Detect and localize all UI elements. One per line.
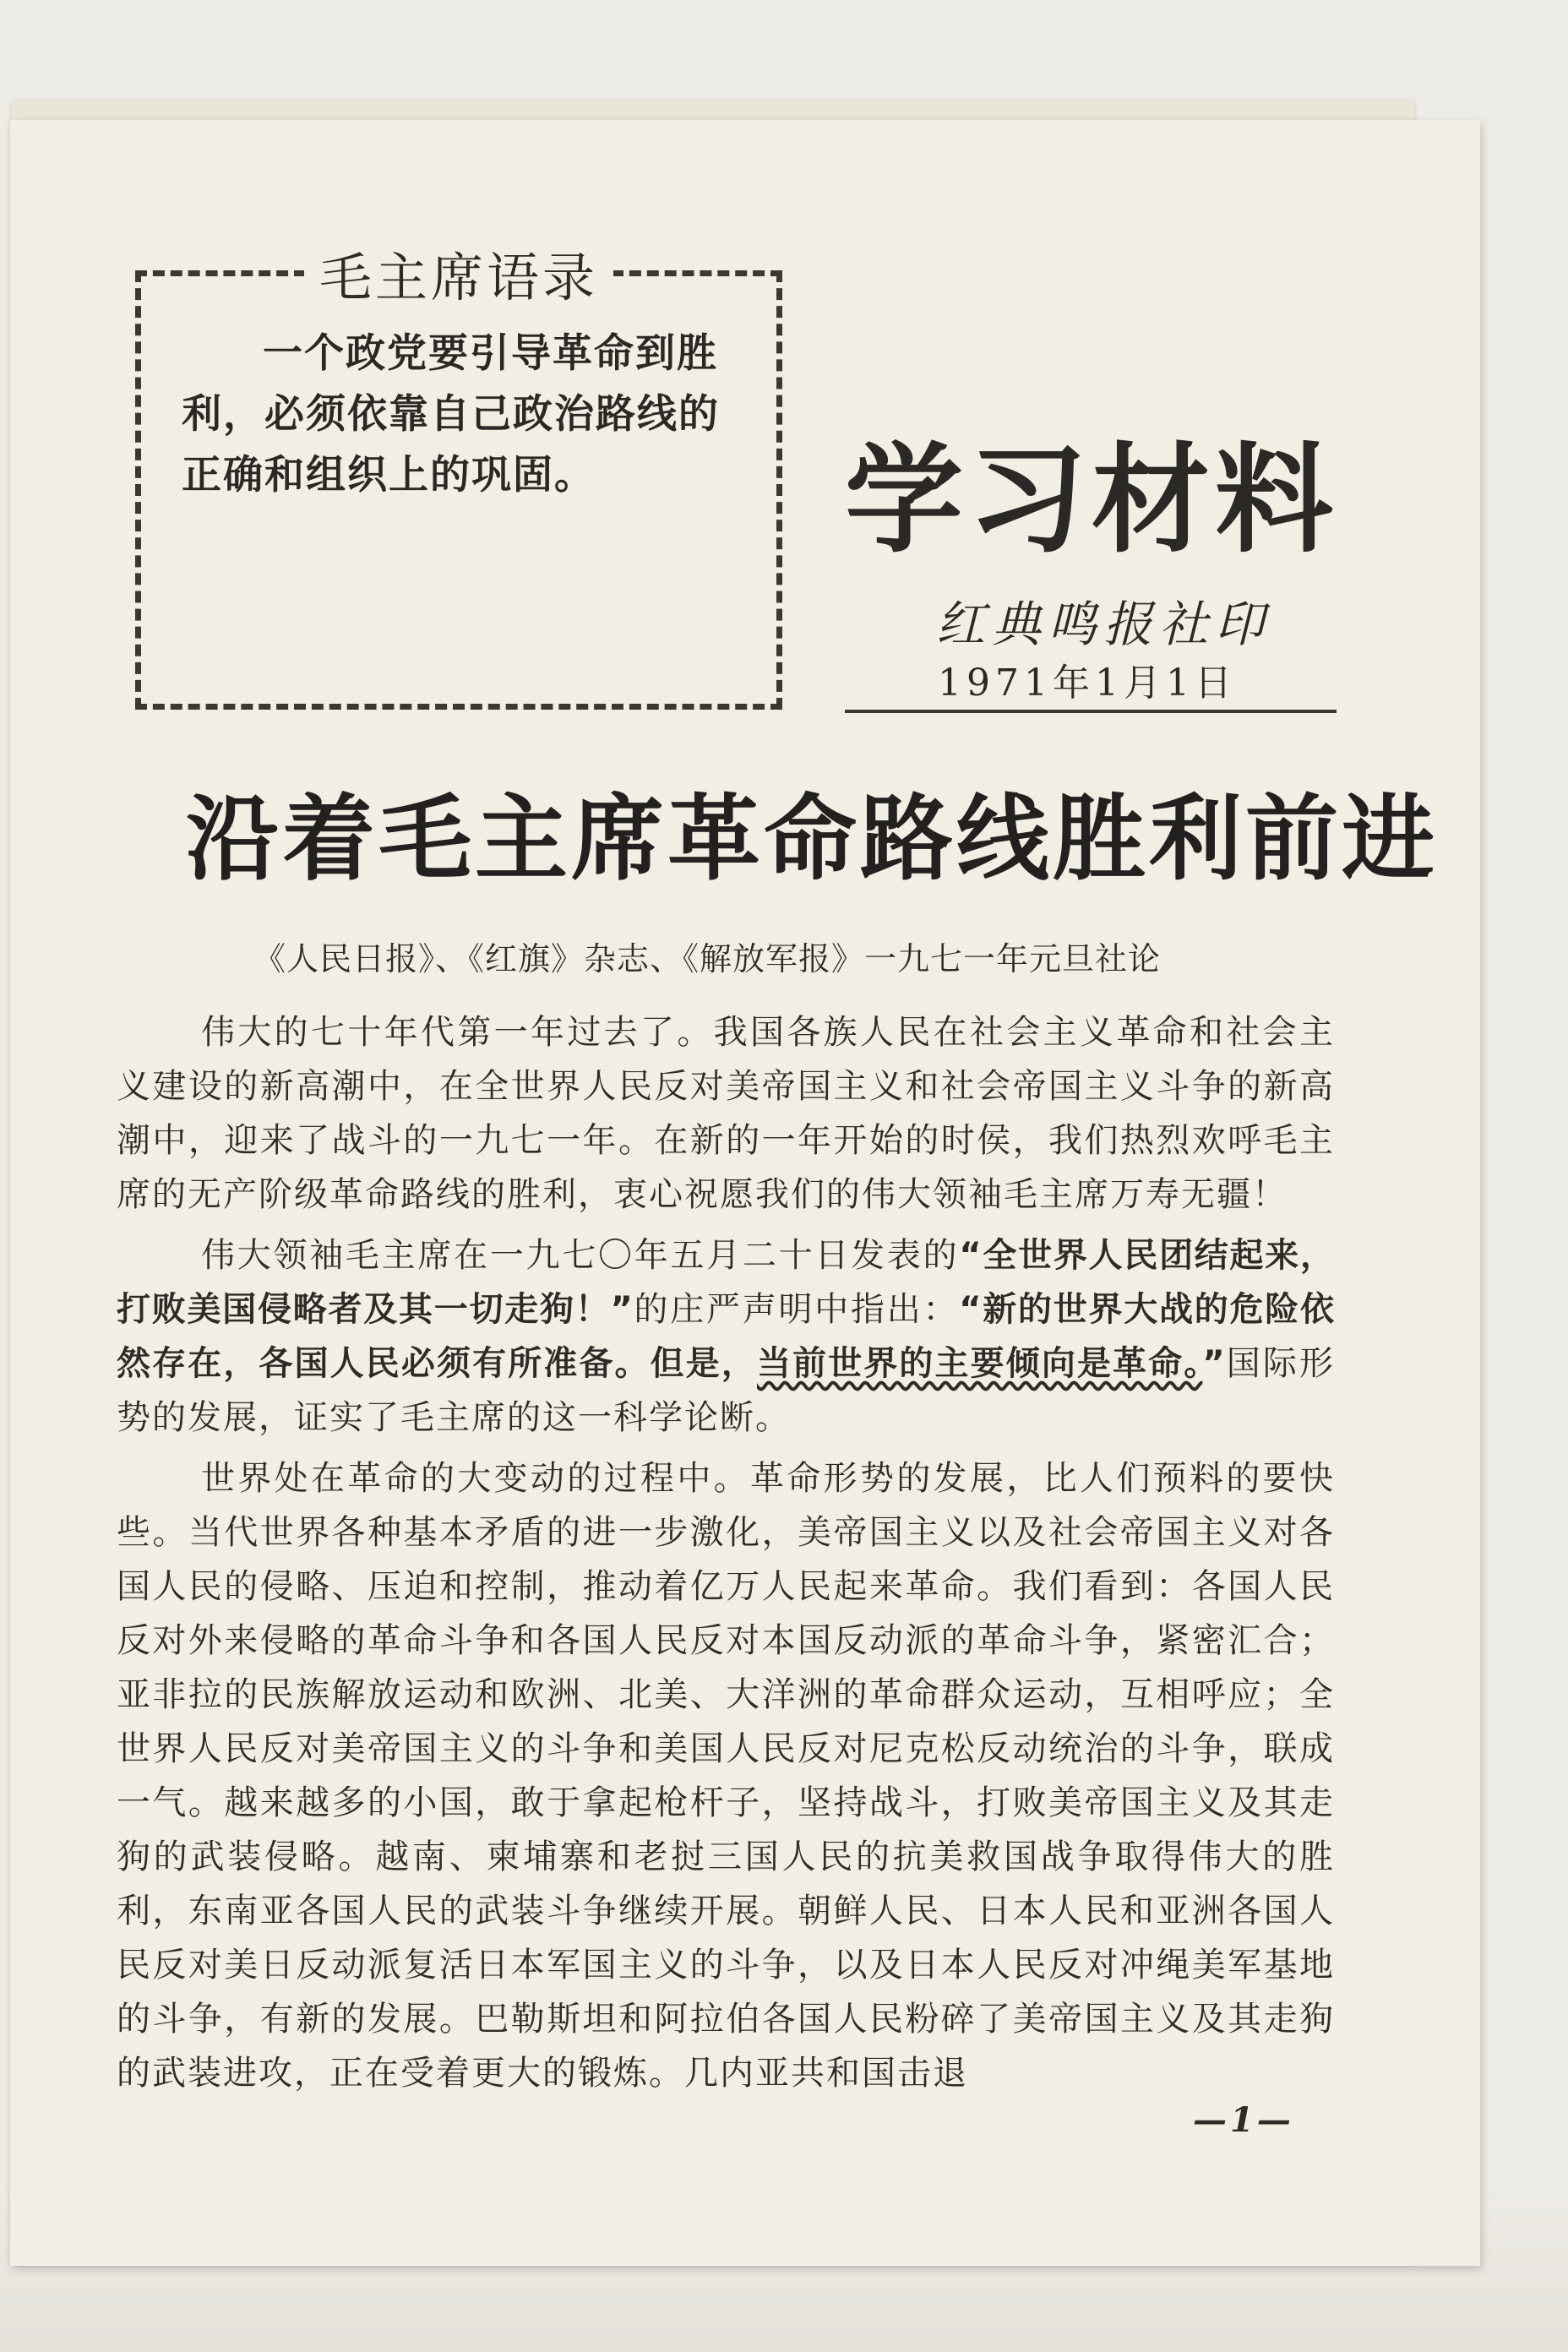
quotation-box (135, 247, 782, 710)
quotation-text: 一个政党要引导革命到胜利，必须依靠自己政治路线的正确和组织上的巩固。 (182, 330, 720, 498)
p2-text-a: 伟大领袖毛主席在一九七〇年五月二十日发表的 (201, 1236, 960, 1275)
p2-quote-close: ” (1202, 1344, 1226, 1383)
paragraph-1: 伟大的七十年代第一年过去了。我国各族人民在社会主义革命和社会主义建设的新高潮中，在全世界人民反对美帝国主义和社会帝国主义斗争的新高潮中，迎来了战斗的一九七一年。在新的一年开始的时侯，我们热烈欢呼毛主席的无产阶级革命路线的胜利，衷心祝愿我们的伟大领袖毛主席万寿无疆！ (117, 1013, 1335, 1214)
p2-text-c: 国际形势的发展，证实了毛主席的这一科学论断。 (117, 1344, 1336, 1437)
p2-quote-2: “新的世界大战的危险依然存在，各国人民必须有所准备。但是， (117, 1290, 1335, 1383)
article-body (117, 1005, 1335, 2107)
article-byline: 《人民日报》、《红旗》杂志、《解放军报》一九七一年元旦社论 (253, 940, 1162, 977)
masthead-rule (845, 710, 1337, 713)
masthead-title: 学习材料 (845, 431, 1339, 569)
paragraph-2 (117, 1228, 1335, 1445)
quotation-title: 毛主席语录 (141, 236, 776, 311)
issue-date: 1971年1月1日 (938, 662, 1237, 705)
paragraph-3: 世界处在革命的大变动的过程中。革命形势的发展，比人们预料的要快些。当代世界各种基本矛盾的进一步激化，美帝国主义以及社会帝国主义对各国人民的侵略、压迫和控制，推动着亿万人民起来革命。我们看到：各国人民反对外来侵略的革命斗争和各国人民反对本国反动派的革命斗争，紧密汇合；亚非拉的民族解放运动和欧洲、北美、大洋洲的革命群众运动，互相呼应；全世界人民反对美帝国主义的斗争和美国人民反对尼克松反动统治的斗争，联成一气。越来越多的小国，敢于拿起枪杆子，坚持战斗，打败美帝国主义及其走狗的武装侵略。越南、柬埔寨和老挝三国人民的抗美救国战争取得伟大的胜利，东南亚各国人民的武装斗争继续开展。朝鲜人民、日本人民和亚洲各国人民反对美日反动派复活日本军国主义的斗争，以及日本人民反对冲绳美军基地的斗争，有新的发展。巴勒斯坦和阿拉伯各国人民粉碎了美帝国主义及其走狗的武装进攻，正在受着更大的锻炼。几内亚共和国击退 (117, 1459, 1335, 2093)
printer-imprint: 红典鸣报社印 (936, 596, 1271, 653)
page-number: —1— (1193, 2100, 1294, 2140)
p2-text-b: 的庄严声明中指出： (633, 1290, 960, 1329)
p2-quote-emphasis: 当前世界的主要倾向是革命。 (756, 1344, 1203, 1383)
article-headline: 沿着毛主席革命路线胜利前进 (186, 785, 1438, 893)
p2-quote-1: “全世界人民团结起来，打败美国侵略者及其一切走狗！” (117, 1236, 1336, 1329)
